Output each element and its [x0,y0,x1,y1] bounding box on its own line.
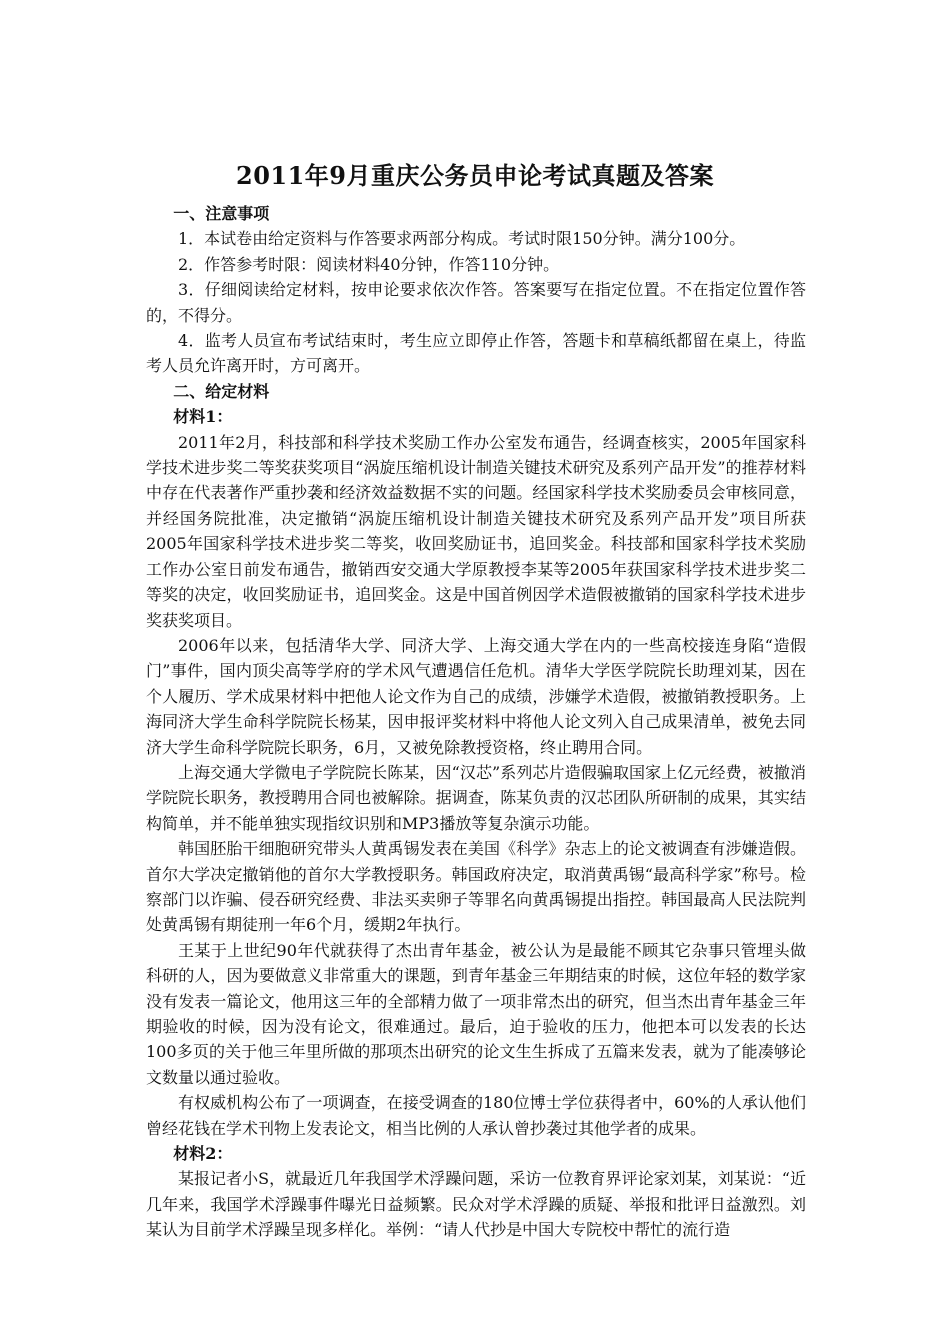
notes-item: 1．本试卷由给定资料与作答要求两部分构成。考试时限150分钟。满分100分。 [178,229,746,249]
document-title: 2011年9月重庆公务员申论考试真题及答案 [236,161,714,190]
material-1-paragraph: 上海交通大学微电子学院院长陈某，因“汉芯”系列芯片造假骗取国家上亿元经费，被撤消学院院长职务，教授聘用合同也被解除。据调查，陈某负责的汉芯团队所研制的成果，其实结构简单，并不能单独实现指纹识别和MP3播放等复杂演示功能。 [146,762,806,833]
material-1-paragraph: 韩国胚胎干细胞研究带头人黄禹锡发表在美国《科学》杂志上的论文被调查有涉嫌造假。首尔大学决定撤销他的首尔大学教授职务。韩国政府决定，取消黄禹锡“最高科学家”称号。检察部门以诈骗、侵吞研究经费、非法买卖卵子等罪名向黄禹锡提出指控。韩国最高人民法院判处黄禹锡有期徒刑一年6个月，缓期2年执行。 [146,839,806,935]
material-2-paragraph: 某报记者小S，就最近几年我国学术浮躁问题，采访一位教育界评论家刘某，刘某说：“近几年来，我国学术浮躁事件曝光日益频繁。民众对学术浮躁的质疑、举报和批评日益激烈。刘某认为目前学术浮躁呈现多样化。举例：“请人代抄是中国大专院校中帮忙的流行造 [146,1169,806,1240]
material-1-paragraph: 2006年以来，包括清华大学、同济大学、上海交通大学在内的一些高校接连身陷“造假门”事件，国内顶尖高等学府的学术风气遭遇信任危机。清华大学医学院院长助理刘某，因在个人履历、学术成果材料中把他人论文作为自己的成绩，涉嫌学术造假，被撤销教授职务。上海同济大学生命科学院院长杨某，因申报评奖材料中将他人论文列入自己成果清单，被免去同济大学生命科学院院长职务，6月，又被免除教授资格，终止聘用合同。 [146,635,806,757]
section-heading-materials: 二、给定材料 [173,381,270,401]
material-1-label: 材料1： [173,407,233,427]
notes-item: 2．作答参考时限：阅读材料40分钟，作答110分钟。 [178,254,560,274]
material-1-paragraph: 王某于上世纪90年代就获得了杰出青年基金，被公认为是最能不顾其它杂事只管埋头做科研的人，因为要做意义非常重大的课题，到青年基金三年期结束的时候，这位年轻的数学家没有发表一篇论文，他用这三年的全部精力做了一项非常杰出的研究，但当杰出青年基金三年期验收的时候，因为没有论文，很难通过。最后，迫于验收的压力，他把本可以发表的长达100多页的关于他三年里所做的那项杰出研究的论文生生拆成了五篇来发表，就为了能凑够论文数量以通过验收。 [146,940,806,1087]
document-body [146,201,806,1243]
notes-item: 3．仔细阅读给定材料，按申论要求依次作答。答案要写在指定位置。不在指定位置作答的，不得分。 [146,280,806,325]
material-1-paragraph: 2011年2月，科技部和科学技术奖励工作办公室发布通告，经调查核实，2005年国家科学技术进步奖二等奖获奖项目“涡旋压缩机设计制造关键技术研究及系列产品开发”的推荐材料中存在代表著作严重抄袭和经济效益数据不实的问题。经国家科学技术奖励委员会审核同意，并经国务院批准，决定撤销“涡旋压缩机设计制造关键技术研究及系列产品开发”项目所获2005年国家科学技术进步奖二等奖，收回奖励证书，追回奖金。科技部和国家科学技术奖励工作办公室日前发布通告，撤销西安交通大学原教授李某等2005年获国家科学技术进步奖二等奖的决定，收回奖励证书，追回奖金。这是中国首例因学术造假被撤销的国家科学技术进步奖获奖项目。 [146,432,806,630]
notes-item: 4．监考人员宣布考试结束时，考生应立即停止作答，答题卡和草稿纸都留在桌上，待监考人员允许离开时，方可离开。 [146,331,806,376]
section-heading-notes: 一、注意事项 [173,204,270,223]
material-2-label: 材料2： [173,1144,233,1164]
material-1-paragraph: 有权威机构公布了一项调查，在接受调查的180位博士学位获得者中，60%的人承认他们曾经花钱在学术刊物上发表论文，相当比例的人承认曾抄袭过其他学者的成果。 [146,1093,806,1138]
